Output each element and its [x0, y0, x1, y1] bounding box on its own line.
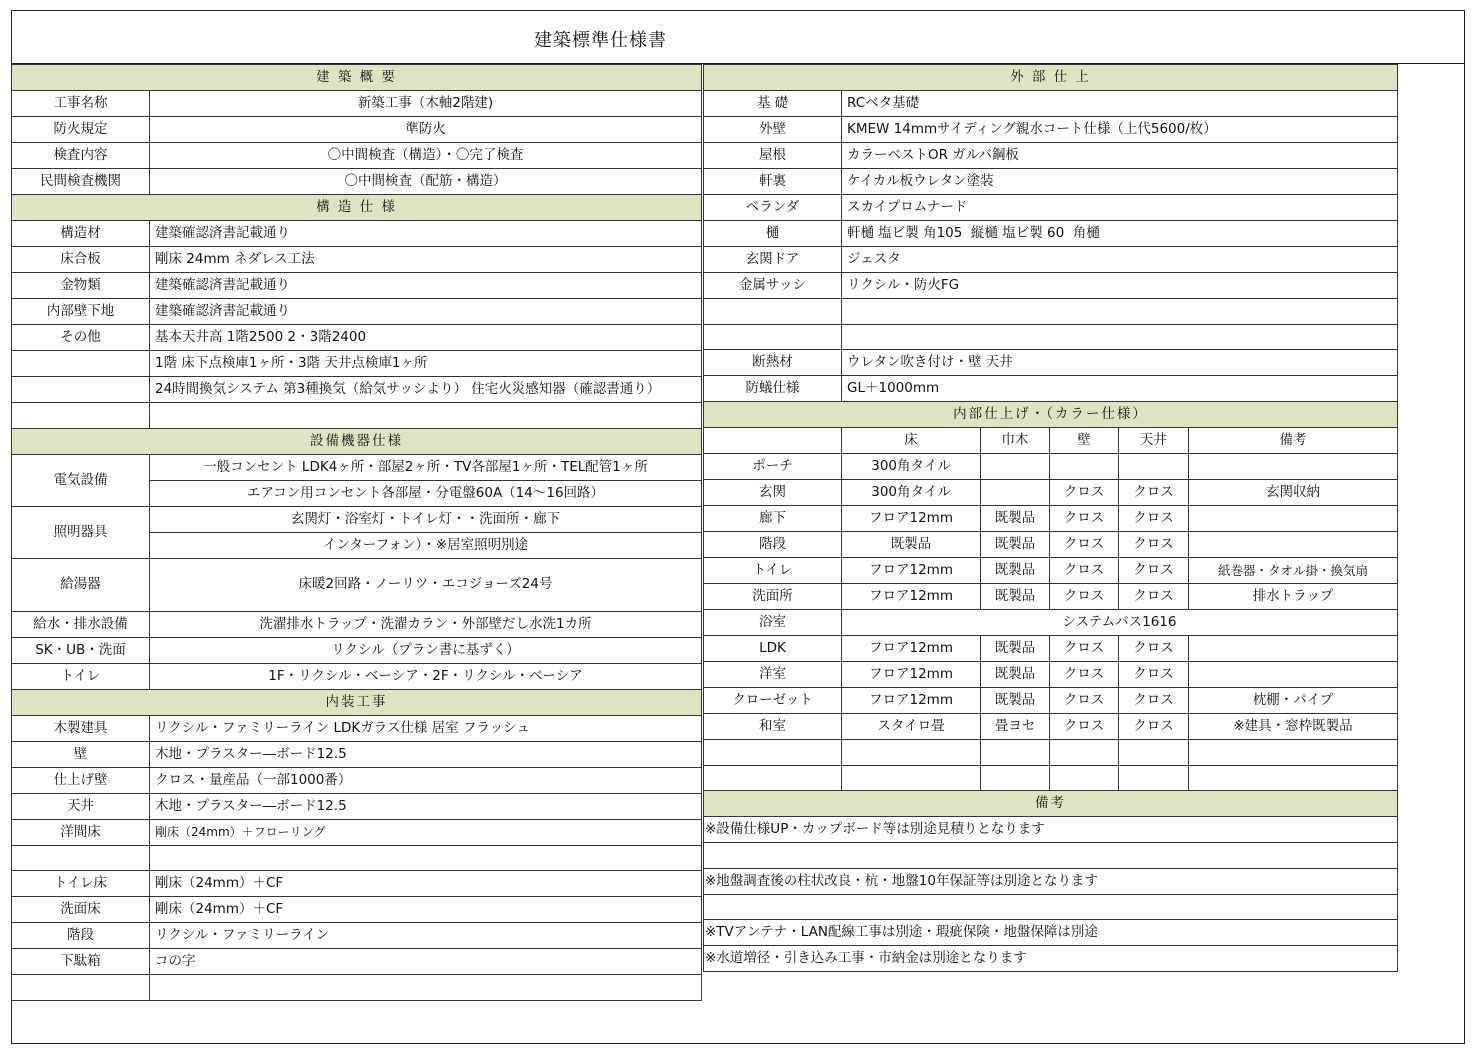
row-label: 外壁 [704, 117, 842, 143]
room-notes: 紙巻器・タオル掛・換気扇 [1189, 558, 1398, 584]
room-wall: クロス [1050, 506, 1119, 532]
row-value: RCベタ基礎 [842, 91, 1398, 117]
empty-cell [1189, 740, 1398, 766]
remark-line [704, 894, 1398, 920]
row-label: その他 [12, 325, 150, 351]
room-notes: 玄関収納 [1189, 480, 1398, 506]
remark-line: ※水道増径・引き込み工事・市納金は別途となります [704, 946, 1398, 972]
empty-cell [704, 765, 842, 791]
row-value: 一般コンセント LDK4ヶ所・部屋2ヶ所・TV各部屋1ヶ所・TEL配管1ヶ所 [150, 454, 702, 480]
section-header-exterior: 外 部 仕 上 [704, 65, 1398, 91]
row-value: カラーベストOR ガルバ鋼板 [842, 143, 1398, 169]
row-label: 給湯器 [12, 558, 150, 611]
section-header-equipment: 設備機器仕様 [12, 428, 702, 454]
row-label: 照明器具 [12, 506, 150, 558]
row-value: 準防火 [150, 117, 702, 143]
empty-cell [1189, 765, 1398, 791]
row-label: ベランダ [704, 195, 842, 221]
row-value: コの字 [150, 949, 702, 975]
room-baseboard: 既製品 [981, 506, 1050, 532]
row-value: リクシル（プラン書に基ずく） [150, 637, 702, 663]
row-label [12, 377, 150, 403]
column-header-room [704, 428, 842, 454]
room-floor: 既製品 [842, 532, 981, 558]
column-header-floor: 床 [842, 428, 981, 454]
empty-cell [981, 765, 1050, 791]
row-label: 金属サッシ [704, 273, 842, 299]
row-label: 検査内容 [12, 143, 150, 169]
row-label: トイレ床 [12, 871, 150, 897]
row-value: ウレタン吹き付け・壁 天井 [842, 350, 1398, 376]
room-baseboard [981, 454, 1050, 480]
room-name: トイレ [704, 558, 842, 584]
row-label [12, 975, 150, 1001]
empty-cell [1119, 765, 1189, 791]
section-header-structure: 構 造 仕 様 [12, 195, 702, 221]
row-value: 〇中間検査（配筋・構造） [150, 169, 702, 195]
room-wall: クロス [1050, 558, 1119, 584]
row-label: 工事名称 [12, 91, 150, 117]
row-label: 洋間床 [12, 819, 150, 845]
room-name: 浴室 [704, 610, 842, 636]
row-value [842, 324, 1398, 350]
room-ceiling: クロス [1119, 662, 1189, 688]
row-value [150, 975, 702, 1001]
right-spec-table [703, 64, 1398, 972]
row-value: 軒樋 塩ビ製 角105 縦樋 塩ビ製 60 角樋 [842, 221, 1398, 247]
room-ceiling: クロス [1119, 636, 1189, 662]
remark-line: ※設備仕様UP・カップボード等は別途見積りとなります [704, 817, 1398, 843]
row-label: 基 礎 [704, 91, 842, 117]
room-floor: フロア12mm [842, 636, 981, 662]
row-value [150, 403, 702, 429]
room-notes [1189, 454, 1398, 480]
room-floor: 300角タイル [842, 454, 981, 480]
column-header-baseboard: 巾木 [981, 428, 1050, 454]
empty-cell [842, 740, 981, 766]
row-value: 建築確認済書記載通り [150, 221, 702, 247]
room-baseboard: 既製品 [981, 662, 1050, 688]
row-value [150, 845, 702, 871]
room-floor: スタイロ畳 [842, 714, 981, 740]
section-header-interior-finish: 内部仕上げ・（カラー仕様） [704, 402, 1398, 428]
row-value: 新築工事（木軸2階建) [150, 91, 702, 117]
room-baseboard: 既製品 [981, 636, 1050, 662]
row-value: リクシル・ファミリーライン LDKガラス仕様 居室 フラッシュ [150, 715, 702, 741]
room-floor: フロア12mm [842, 662, 981, 688]
room-name: 廊下 [704, 506, 842, 532]
row-value [842, 299, 1398, 325]
row-value: KMEW 14mmサイディング親水コート仕様（上代5600/枚） [842, 117, 1398, 143]
room-baseboard: 既製品 [981, 584, 1050, 610]
row-value: 1F・リクシル・ベーシア・2F・リクシル・ベーシア [150, 663, 702, 689]
room-notes [1189, 532, 1398, 558]
row-label: 内部壁下地 [12, 299, 150, 325]
row-label: 玄関ドア [704, 247, 842, 273]
row-value: 建築確認済書記載通り [150, 299, 702, 325]
room-name: LDK [704, 636, 842, 662]
empty-cell [981, 740, 1050, 766]
empty-cell [704, 740, 842, 766]
row-label: 電気設備 [12, 454, 150, 506]
empty-cell [1119, 740, 1189, 766]
row-label: 仕上げ壁 [12, 767, 150, 793]
room-wall: クロス [1050, 480, 1119, 506]
room-wall: クロス [1050, 688, 1119, 714]
room-ceiling [1119, 454, 1189, 480]
row-label [12, 351, 150, 377]
row-label: 壁 [12, 741, 150, 767]
room-ceiling: クロス [1119, 714, 1189, 740]
room-floor: フロア12mm [842, 506, 981, 532]
row-label: 軒裏 [704, 169, 842, 195]
room-wall: クロス [1050, 532, 1119, 558]
row-label: 民間検査機関 [12, 169, 150, 195]
room-floor: フロア12mm [842, 688, 981, 714]
row-label [12, 403, 150, 429]
row-label: トイレ [12, 663, 150, 689]
room-name: 洗面所 [704, 584, 842, 610]
section-header-overview: 建 築 概 要 [12, 65, 702, 91]
row-label: 給水・排水設備 [12, 611, 150, 637]
room-ceiling: クロス [1119, 558, 1189, 584]
room-name: 玄関 [704, 480, 842, 506]
row-value: 剛床（24mm）＋CF [150, 897, 702, 923]
empty-cell [1050, 740, 1119, 766]
title-box [11, 10, 1465, 64]
row-value: インターフォン）・※居室照明別途 [150, 532, 702, 558]
row-value: リクシル・ファミリーライン [150, 923, 702, 949]
row-value: 基本天井高 1階2500 2・3階2400 [150, 325, 702, 351]
room-baseboard [981, 480, 1050, 506]
room-notes: 枕棚・パイプ [1189, 688, 1398, 714]
room-wall: クロス [1050, 584, 1119, 610]
row-value: 木地・プラスター―ボード12.5 [150, 741, 702, 767]
room-notes [1189, 636, 1398, 662]
row-value: ジェスタ [842, 247, 1398, 273]
room-name: 和室 [704, 714, 842, 740]
room-wall: クロス [1050, 636, 1119, 662]
row-label: 下駄箱 [12, 949, 150, 975]
row-label: 防火規定 [12, 117, 150, 143]
row-value: クロス・量産品（一部1000番） [150, 767, 702, 793]
room-floor: フロア12mm [842, 558, 981, 584]
row-value: スカイプロムナード [842, 195, 1398, 221]
room-name: 階段 [704, 532, 842, 558]
room-notes [1189, 506, 1398, 532]
section-header-remarks: 備考 [704, 791, 1398, 817]
row-value: エアコン用コンセント各部屋・分電盤60A（14～16回路） [150, 480, 702, 506]
room-ceiling: クロス [1119, 688, 1189, 714]
row-value: リクシル・防火FG [842, 273, 1398, 299]
left-table-body [12, 65, 702, 1001]
row-value: 洗濯排水トラップ・洗濯カラン・外部壁だし水洗1カ所 [150, 611, 702, 637]
empty-cell [842, 765, 981, 791]
remark-line: ※地盤調査後の柱状改良・杭・地盤10年保証等は別途となります [704, 868, 1398, 894]
room-ceiling: クロス [1119, 584, 1189, 610]
left-spec-table [11, 64, 702, 1001]
remark-line [704, 843, 1398, 869]
column-header-notes: 備考 [1189, 428, 1398, 454]
room-baseboard: 既製品 [981, 532, 1050, 558]
row-value: ケイカル板ウレタン塗装 [842, 169, 1398, 195]
row-label: SK・UB・洗面 [12, 637, 150, 663]
room-notes [1189, 662, 1398, 688]
row-label [12, 845, 150, 871]
room-wall [1050, 454, 1119, 480]
row-label [704, 299, 842, 325]
room-notes: ※建具・窓枠既製品 [1189, 714, 1398, 740]
room-wall: クロス [1050, 714, 1119, 740]
right-table-body [704, 65, 1398, 972]
row-value: 24時間換気システム 第3種換気（給気サッシより） 住宅火災感知器（確認書通り） [150, 377, 702, 403]
room-baseboard: 畳ヨセ [981, 714, 1050, 740]
row-value: 剛床（24mm）＋フローリング [150, 819, 702, 845]
row-value: 建築確認済書記載通り [150, 273, 702, 299]
room-floor: フロア12mm [842, 584, 981, 610]
row-label: 断熱材 [704, 350, 842, 376]
row-value: 木地・プラスター―ボード12.5 [150, 793, 702, 819]
row-label: 防蟻仕様 [704, 376, 842, 402]
section-header-interior: 内装工事 [12, 689, 702, 715]
room-ceiling: クロス [1119, 480, 1189, 506]
room-baseboard: 既製品 [981, 688, 1050, 714]
room-name: ポーチ [704, 454, 842, 480]
empty-cell [1050, 765, 1119, 791]
room-name: 洋室 [704, 662, 842, 688]
page-title: 建築標準仕様書 [534, 30, 667, 51]
room-notes: 排水トラップ [1189, 584, 1398, 610]
column-header-ceiling: 天井 [1119, 428, 1189, 454]
row-label: 木製建具 [12, 715, 150, 741]
room-baseboard: 既製品 [981, 558, 1050, 584]
remark-line: ※TVアンテナ・LAN配線工事は別途・瑕疵保険・地盤保障は別途 [704, 920, 1398, 946]
row-value: 剛床（24mm）＋CF [150, 871, 702, 897]
row-value: 床暖2回路・ノーリツ・エコジョーズ24号 [150, 558, 702, 611]
row-value: 1階 床下点検庫1ヶ所・3階 天井点検庫1ヶ所 [150, 351, 702, 377]
row-label: 床合板 [12, 247, 150, 273]
room-wall: クロス [1050, 662, 1119, 688]
row-label: 金物類 [12, 273, 150, 299]
room-ceiling: クロス [1119, 506, 1189, 532]
row-label: 階段 [12, 923, 150, 949]
row-label: 洗面床 [12, 897, 150, 923]
bath-spec: システムバス1616 [842, 610, 1398, 636]
row-value: GL＋1000mm [842, 376, 1398, 402]
row-value: 〇中間検査（構造）・〇完了検査 [150, 143, 702, 169]
room-ceiling: クロス [1119, 532, 1189, 558]
column-header-wall: 壁 [1050, 428, 1119, 454]
row-value: 剛床 24mm ネダレス工法 [150, 247, 702, 273]
row-label: 屋根 [704, 143, 842, 169]
row-label [704, 324, 842, 350]
room-floor: 300角タイル [842, 480, 981, 506]
row-label: 樋 [704, 221, 842, 247]
row-value: 玄関灯・浴室灯・トイレ灯・・洗面所・廊下 [150, 506, 702, 532]
row-label: 構造材 [12, 221, 150, 247]
row-label: 天井 [12, 793, 150, 819]
room-name: クローゼット [704, 688, 842, 714]
